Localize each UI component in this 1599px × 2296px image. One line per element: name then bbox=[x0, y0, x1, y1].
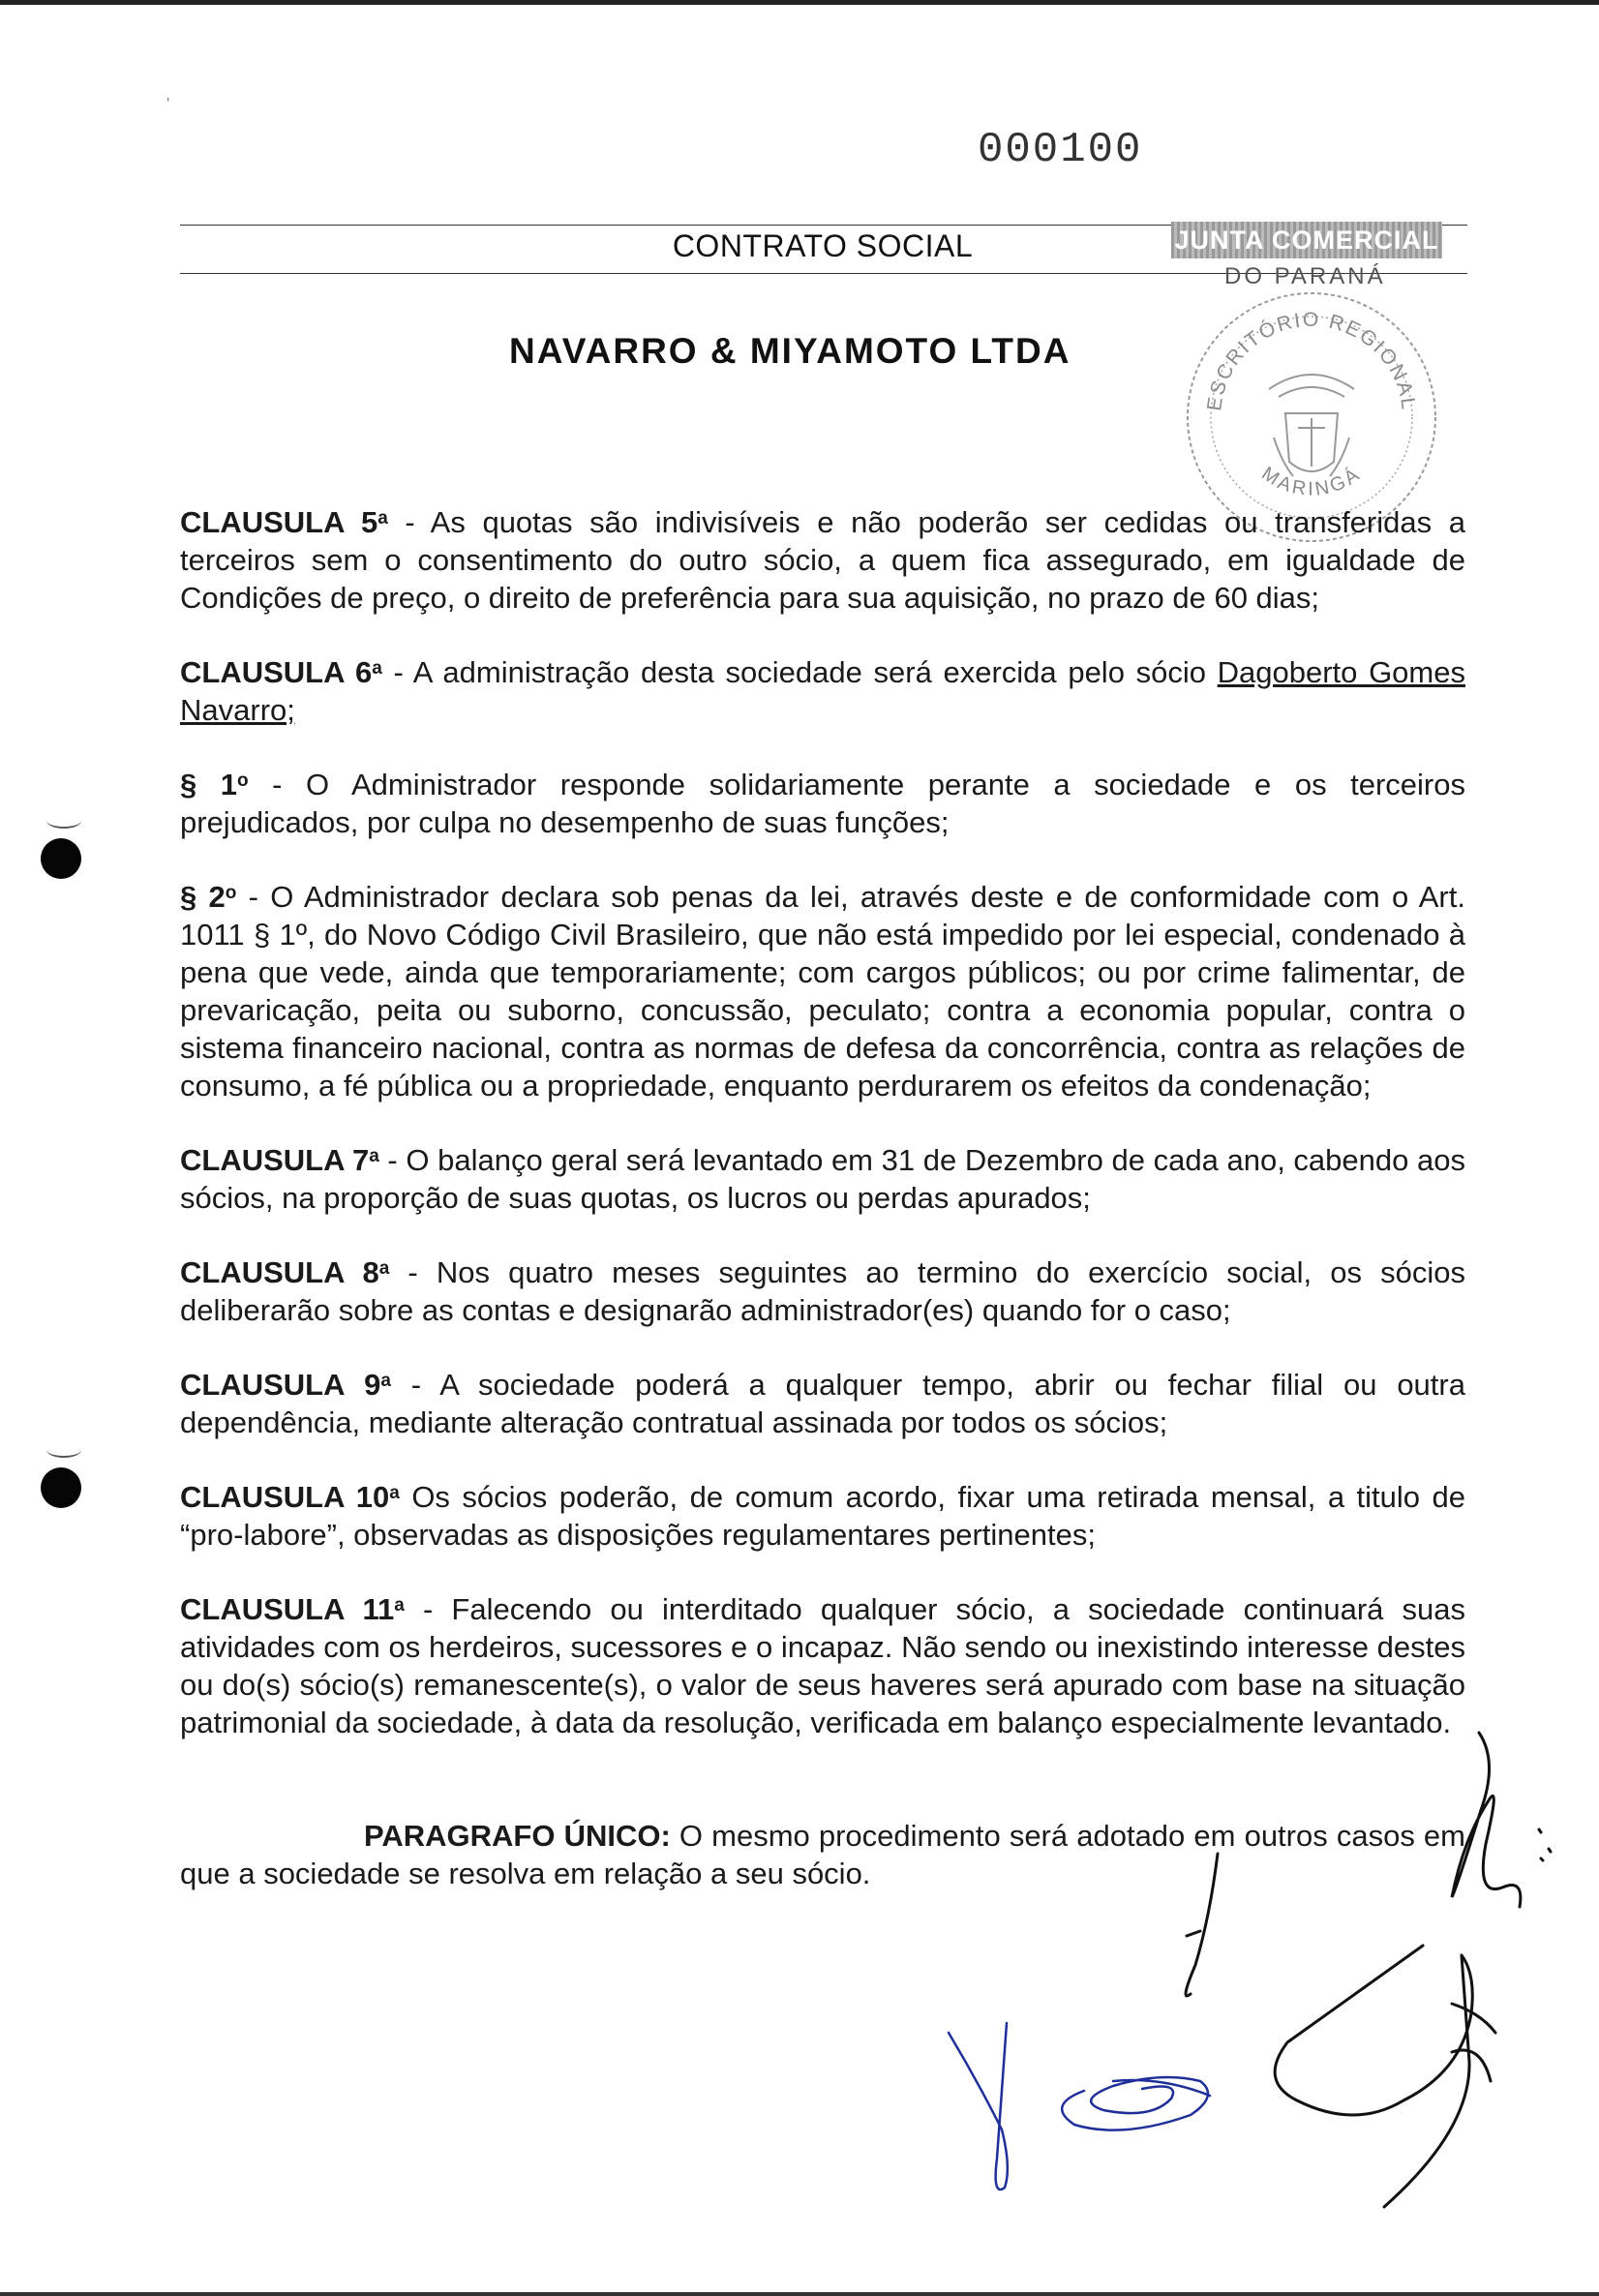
clause-label: CLAUSULA 7$^a$ bbox=[180, 1143, 379, 1177]
punch-hole-top bbox=[41, 838, 81, 879]
initial-margin-signature bbox=[1452, 1733, 1551, 1907]
clause-text: - A sociedade poderá a qualquer tempo, abrir ou fechar filial ou outra dependência, mediante alteração contratual assinada por todos os sócios; bbox=[180, 1368, 1465, 1439]
clause-6 bbox=[180, 650, 1465, 729]
punch-hole-shadow bbox=[46, 1442, 81, 1458]
scan-top-edge bbox=[0, 0, 1599, 5]
punch-hole-shadow bbox=[46, 813, 81, 829]
sole-paragraph bbox=[180, 1817, 1465, 1892]
clause-5 bbox=[180, 499, 1465, 617]
contract-body bbox=[180, 499, 1465, 1925]
sole-paragraph-label: PARAGRAFO ÚNICO: bbox=[364, 1819, 671, 1853]
clause-11 bbox=[180, 1586, 1465, 1741]
seal-bottom-text: MARINGÁ bbox=[1257, 463, 1366, 500]
clause-10 bbox=[180, 1474, 1465, 1554]
sole-paragraph-text: O mesmo procedimento será adotado em outros casos em que a sociedade se resolva em relação a seu sócio. bbox=[180, 1819, 1465, 1890]
clause-label: CLAUSULA 10$^a$ bbox=[180, 1480, 400, 1514]
punch-hole-bottom bbox=[41, 1467, 81, 1508]
company-name: NAVARRO & MIYAMOTO LTDA bbox=[509, 331, 1071, 371]
registry-state: DO PARANÁ bbox=[1224, 263, 1386, 289]
paragraph-label: § 1$^o$ bbox=[180, 768, 249, 801]
clause-label: CLAUSULA 11$^a$ bbox=[180, 1592, 405, 1626]
paragraph-label: § 2$^o$ bbox=[180, 880, 237, 914]
paragraph-2 bbox=[180, 874, 1465, 1104]
paragraph-1 bbox=[180, 762, 1465, 841]
clause-label: CLAUSULA 8$^a$ bbox=[180, 1255, 390, 1289]
paragraph-text: - O Administrador responde solidariamente perante a sociedade e os terceiros prejudicados, por culpa no desempenho de suas funções; bbox=[180, 768, 1465, 839]
clause-label: CLAUSULA 9$^a$ bbox=[180, 1368, 391, 1402]
administrator-name: Dagoberto Gomes Navarro; bbox=[180, 655, 1465, 727]
scan-speck: ˌ bbox=[165, 77, 172, 102]
clause-text: - Falecendo ou interditado qualquer sócio, a sociedade continuará suas atividades com os herdeiros, sucessores e o incapaz. Não sendo ou inexistindo interesse destes ou do(s) sócio(s) remanescente(s), o valor de seus haveres será apurado com base na situação patrimonial da sociedade, à data da resolução, verificada em balanço especialmente levantado. bbox=[180, 1592, 1465, 1739]
clause-label: CLAUSULA 6$^a$ bbox=[180, 655, 382, 689]
paragraph-text: - O Administrador declara sob penas da lei, através deste e de conformidade com o Art. 1011 § 1º, do Novo Código Civil Brasileiro, que não está impedido por lei especial, condenado à pena que vede, ainda que temporariamente; com cargos públicos; ou por crime falimentar, de prevaricação, peita ou suborno, concussão, peculato; contra a economia popular, contra o sistema financeiro nacional, contra as normas de defesa da concorrência, contra as relações de consumo, a fé pública ou a propriedade, enquanto perdurarem os efeitos da condenação; bbox=[180, 880, 1465, 1103]
document-number: 000100 bbox=[978, 126, 1143, 174]
clause-label: CLAUSULA 5$^a$ bbox=[180, 505, 388, 539]
clause-text: - Nos quatro meses seguintes ao termino do exercício social, os sócios deliberarão sobre as contas e designarão administrador(es) quando for o caso; bbox=[180, 1255, 1465, 1327]
clause-text: - A administração desta sociedade será exercida pelo sócio bbox=[381, 655, 1218, 689]
seal-top-text: ESCRITÓRIO REGIONAL bbox=[1203, 309, 1420, 412]
scan-bottom-edge bbox=[0, 2292, 1599, 2296]
contract-title: CONTRATO SOCIAL bbox=[672, 228, 974, 263]
clause-9 bbox=[180, 1362, 1465, 1441]
clause-7 bbox=[180, 1137, 1465, 1217]
clause-8 bbox=[180, 1250, 1465, 1329]
clause-text: - As quotas são indivisíveis e não poderão ser cedidas ou transferidas a terceiros sem o consentimento do outro sócio, a quem fica assegurado, em igualdade de Condições de preço, o direito de preferência para sua aquisição, no prazo de 60 dias; bbox=[180, 505, 1465, 615]
coat-of-arms-icon bbox=[1269, 375, 1354, 476]
signature-blue-left bbox=[949, 2023, 1210, 2190]
clause-text: - O balanço geral será levantado em 31 de Dezembro de cada ano, cabendo aos sócios, na proporção de suas quotas, os lucros ou perdas apurados; bbox=[180, 1143, 1465, 1215]
clause-text: Os sócios poderão, de comum acordo, fixar uma retirada mensal, a titulo de “pro-labore”, observadas as disposições regulamentares pertinentes; bbox=[180, 1480, 1465, 1552]
registry-stamp: JUNTA COMERCIAL bbox=[1171, 222, 1442, 258]
